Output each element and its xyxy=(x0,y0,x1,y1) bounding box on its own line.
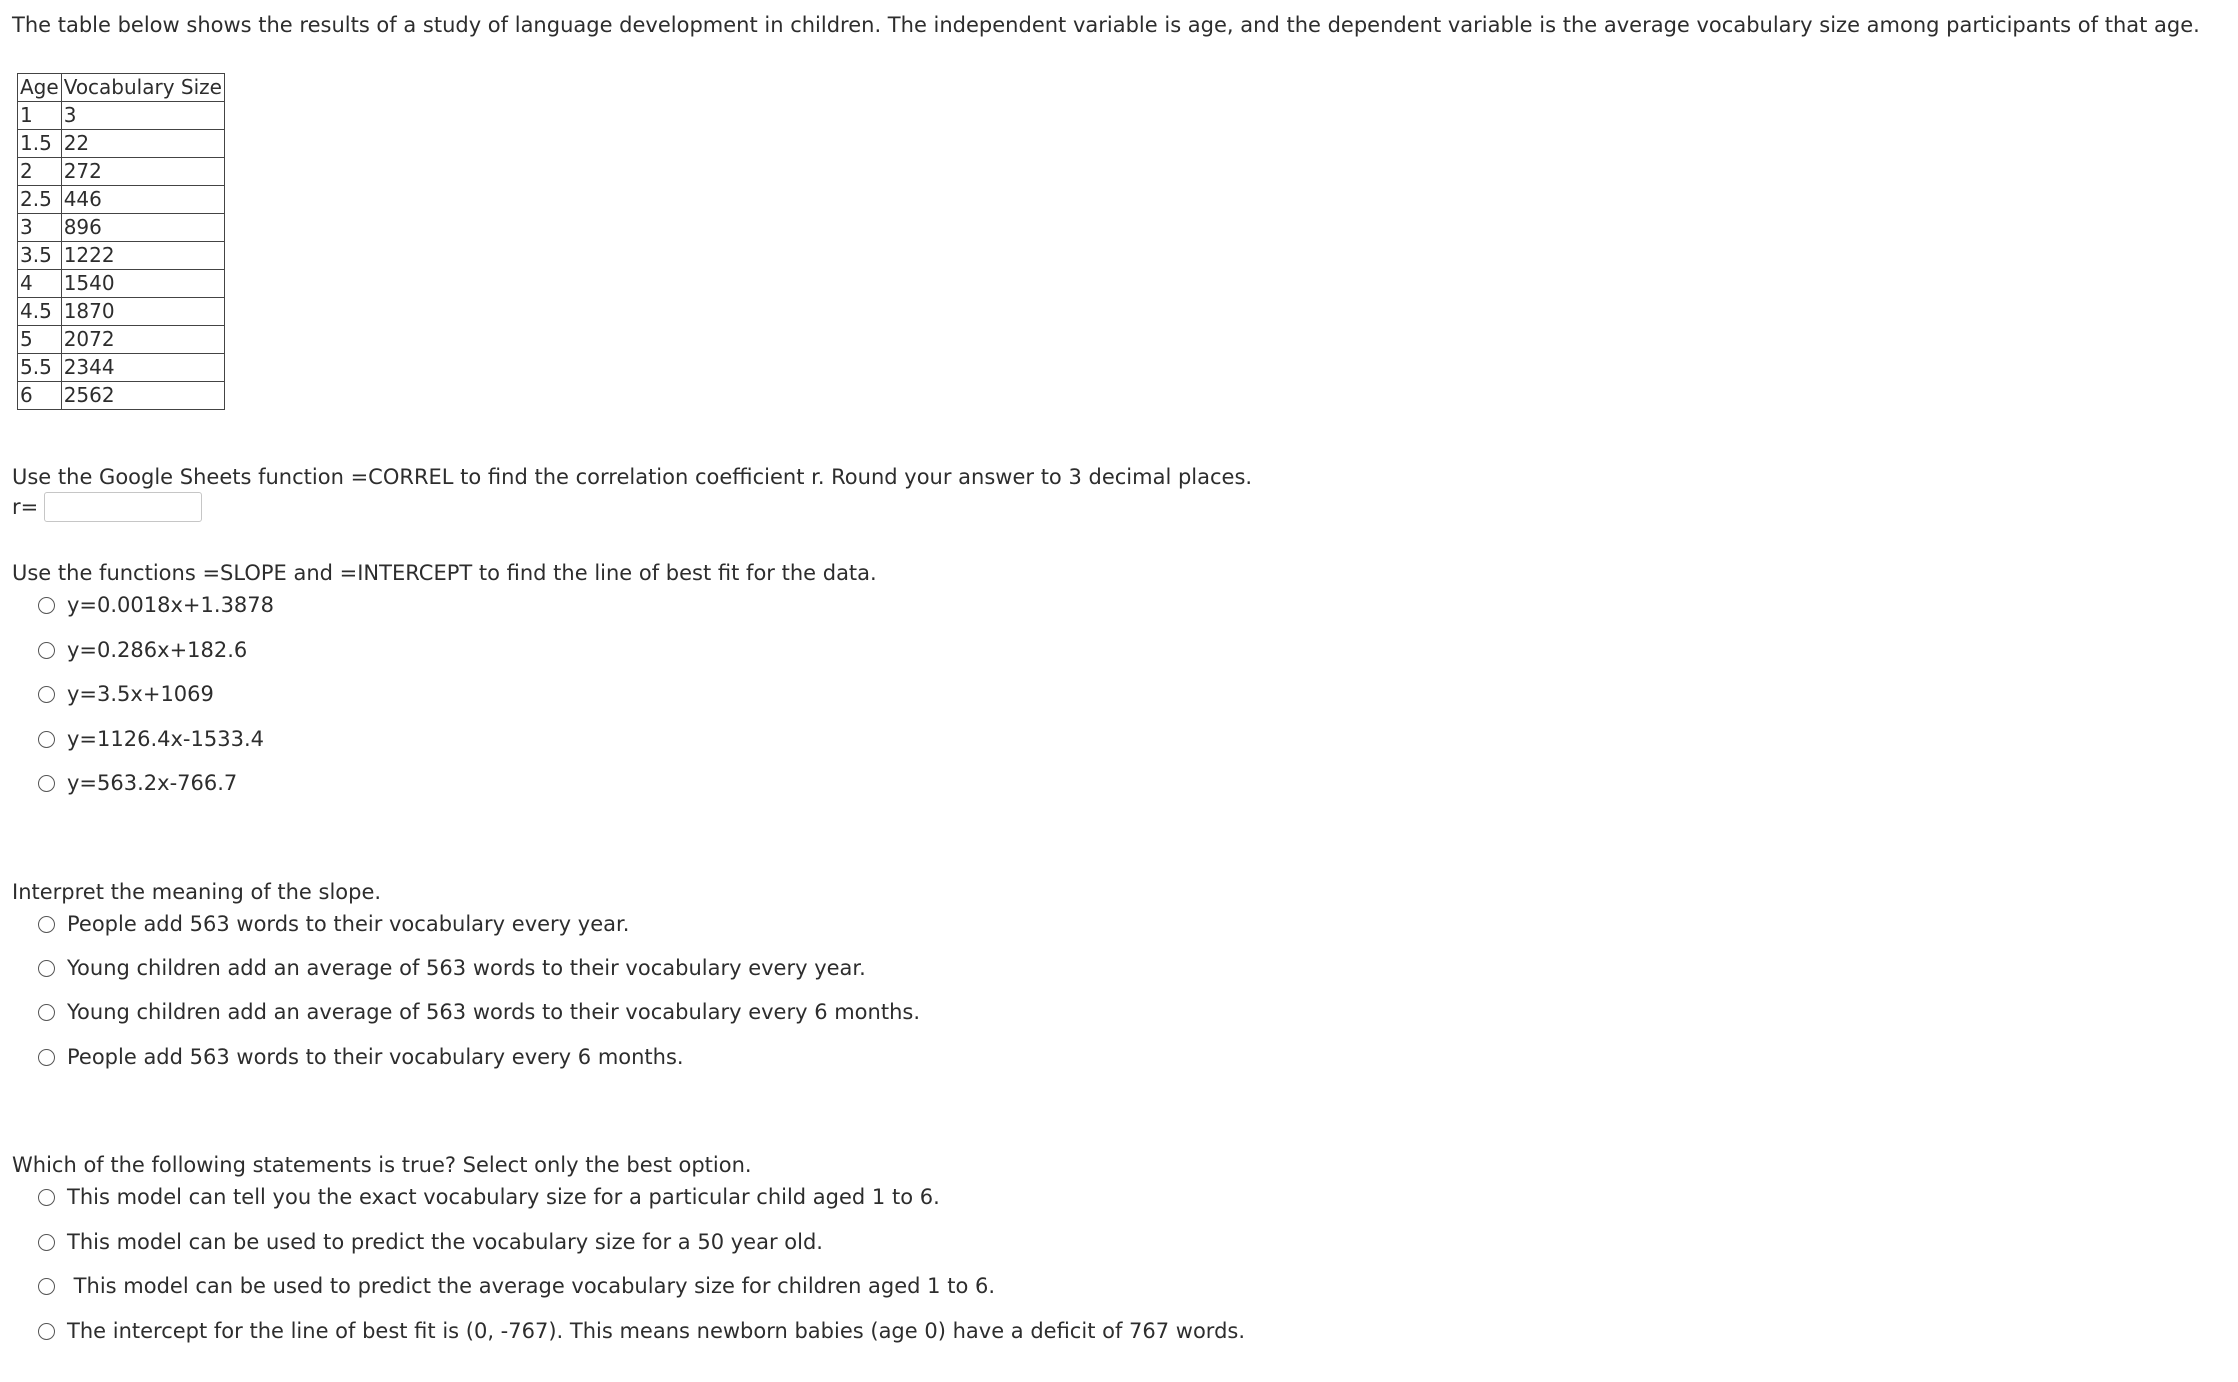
table-row xyxy=(18,214,225,242)
q4-option-3[interactable] xyxy=(38,1271,995,1301)
q2-option-3[interactable] xyxy=(38,679,214,709)
cell-age: 4.5 xyxy=(18,298,62,326)
table-row xyxy=(18,354,225,382)
radio-icon[interactable] xyxy=(38,642,55,659)
cell-vocab: 2562 xyxy=(61,382,224,410)
radio-icon[interactable] xyxy=(38,1323,55,1340)
table-row xyxy=(18,382,225,410)
option-label: People add 563 words to their vocabulary every year. xyxy=(67,912,630,936)
table-row xyxy=(18,242,225,270)
r-answer-input[interactable] xyxy=(44,492,202,522)
option-label: y=1126.4x-1533.4 xyxy=(67,727,264,751)
option-label: People add 563 words to their vocabulary every 6 months. xyxy=(67,1045,684,1069)
q2-option-4[interactable] xyxy=(38,724,264,754)
radio-icon[interactable] xyxy=(38,1004,55,1021)
intro-text: The table below shows the results of a study of language development in children. The independent variable is age, and the dependent variable is the average vocabulary size among participants of that age. xyxy=(12,13,2200,37)
q4-prompt: Which of the following statements is true? Select only the best option. xyxy=(12,1153,752,1177)
q1-label: r= xyxy=(12,495,39,519)
option-label: This model can tell you the exact vocabulary size for a particular child aged 1 to 6. xyxy=(67,1185,940,1209)
option-label: y=3.5x+1069 xyxy=(67,682,214,706)
cell-age: 2.5 xyxy=(18,186,62,214)
cell-age: 4 xyxy=(18,270,62,298)
table-row xyxy=(18,326,225,354)
q2-option-2[interactable] xyxy=(38,635,247,665)
cell-age: 6 xyxy=(18,382,62,410)
option-label: The intercept for the line of best fit is (0, -767). This means newborn babies (age 0) have a deficit of 767 words. xyxy=(67,1319,1246,1343)
radio-icon[interactable] xyxy=(38,686,55,703)
table-row xyxy=(18,270,225,298)
radio-icon[interactable] xyxy=(38,597,55,614)
radio-icon[interactable] xyxy=(38,1049,55,1066)
q3-option-1[interactable] xyxy=(38,909,629,939)
radio-icon[interactable] xyxy=(38,1189,55,1206)
option-label: This model can be used to predict the average vocabulary size for children aged 1 to 6. xyxy=(67,1274,996,1298)
cell-age: 5.5 xyxy=(18,354,62,382)
radio-icon[interactable] xyxy=(38,960,55,977)
option-label: Young children add an average of 563 words to their vocabulary every year. xyxy=(67,956,866,980)
cell-vocab: 2072 xyxy=(61,326,224,354)
radio-icon[interactable] xyxy=(38,1278,55,1295)
q2-option-5[interactable] xyxy=(38,768,237,798)
table-row xyxy=(18,102,225,130)
radio-icon[interactable] xyxy=(38,731,55,748)
cell-vocab: 272 xyxy=(61,158,224,186)
cell-vocab: 446 xyxy=(61,186,224,214)
cell-age: 1.5 xyxy=(18,130,62,158)
q1-prompt: Use the Google Sheets function =CORREL to find the correlation coefficient r. Round your answer to 3 decimal places. xyxy=(12,465,1253,489)
radio-icon[interactable] xyxy=(38,1234,55,1251)
table-row xyxy=(18,298,225,326)
header-vocabulary-size: Vocabulary Size xyxy=(61,74,224,102)
cell-vocab: 2344 xyxy=(61,354,224,382)
q3-option-2[interactable] xyxy=(38,953,866,983)
cell-vocab: 1222 xyxy=(61,242,224,270)
cell-age: 3 xyxy=(18,214,62,242)
cell-age: 1 xyxy=(18,102,62,130)
header-age: Age xyxy=(18,74,62,102)
option-label: y=0.286x+182.6 xyxy=(67,638,248,662)
cell-age: 5 xyxy=(18,326,62,354)
option-label: This model can be used to predict the vocabulary size for a 50 year old. xyxy=(67,1230,823,1254)
cell-age: 2 xyxy=(18,158,62,186)
q3-prompt: Interpret the meaning of the slope. xyxy=(12,880,382,904)
table-header-row xyxy=(18,74,225,102)
q4-option-2[interactable] xyxy=(38,1227,823,1257)
q4-option-1[interactable] xyxy=(38,1182,940,1212)
cell-vocab: 3 xyxy=(61,102,224,130)
q3-option-3[interactable] xyxy=(38,997,920,1027)
cell-vocab: 22 xyxy=(61,130,224,158)
table-row xyxy=(18,186,225,214)
q2-option-1[interactable] xyxy=(38,590,274,620)
option-label: y=0.0018x+1.3878 xyxy=(67,593,275,617)
table-row xyxy=(18,130,225,158)
q1-answer-row xyxy=(12,492,202,522)
cell-age: 3.5 xyxy=(18,242,62,270)
cell-vocab: 896 xyxy=(61,214,224,242)
q2-prompt: Use the functions =SLOPE and =INTERCEPT to find the line of best fit for the data. xyxy=(12,561,877,585)
table-row xyxy=(18,158,225,186)
q3-option-4[interactable] xyxy=(38,1042,684,1072)
q4-option-4[interactable] xyxy=(38,1316,1245,1346)
data-table xyxy=(17,73,225,410)
radio-icon[interactable] xyxy=(38,916,55,933)
cell-vocab: 1870 xyxy=(61,298,224,326)
cell-vocab: 1540 xyxy=(61,270,224,298)
option-label: Young children add an average of 563 words to their vocabulary every 6 months. xyxy=(67,1000,921,1024)
option-label: y=563.2x-766.7 xyxy=(67,771,238,795)
radio-icon[interactable] xyxy=(38,775,55,792)
